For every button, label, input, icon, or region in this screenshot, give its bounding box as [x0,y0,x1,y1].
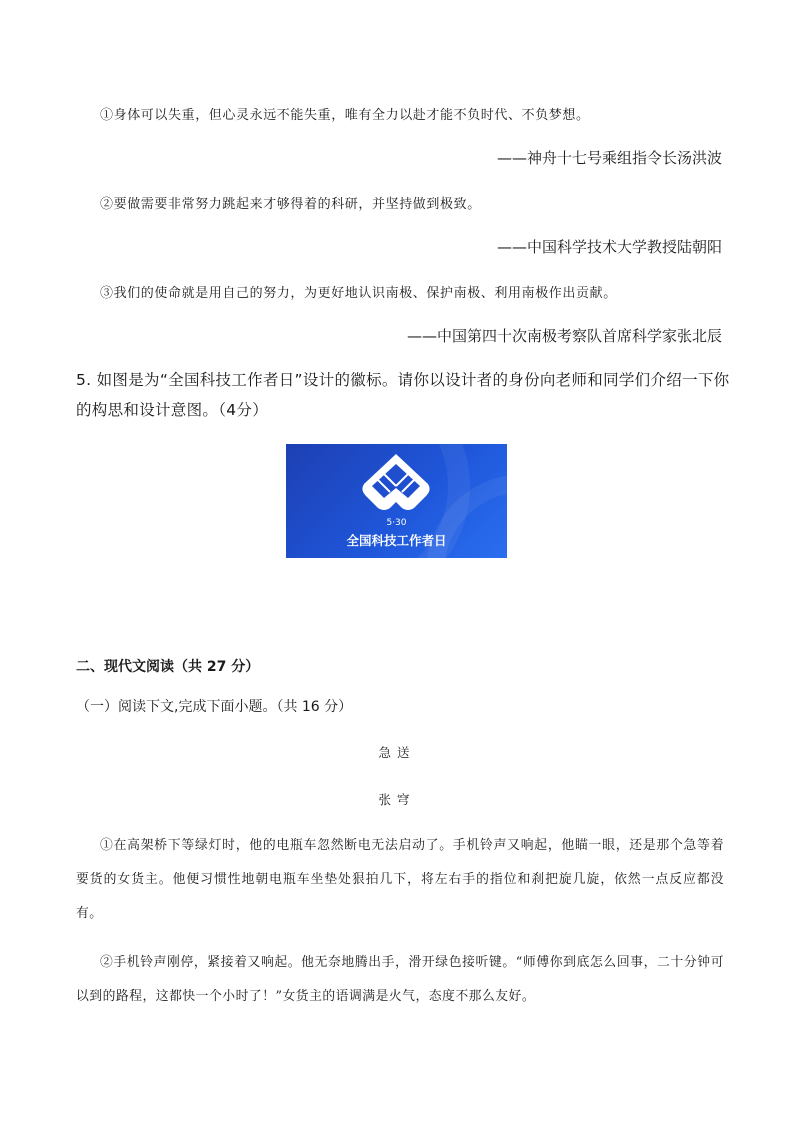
quote-1-attribution: ——神舟十七号乘组指令长汤洪波 [496,149,722,167]
science-workers-day-logo [286,444,507,558]
quote-2: ②要做需要非常努力跳起来才够得着的科研，并坚持做到极致。 [100,197,481,212]
question-5: 5. 如图是为“全国科技工作者日”设计的徽标。请你以设计者的身份向老师和同学们介绍一下你的构思和设计意图。（4分） [76,371,730,419]
subsection-heading: （一）阅读下文,完成下面小题。（共 16 分） [76,699,353,715]
logo-date: 5·30 [386,518,407,528]
story-paragraph-2: ②手机铃声刚停，紧接着又响起。他无奈地腾出手，滑开绿色接听键。“师傅你到底怎么回事，二十分钟可以到的路程，这都快一个小时了！”女货主的语调满是火气，态度不那么友好。 [76,955,724,1004]
hands-emblem-icon [356,450,436,520]
quote-1: ①身体可以失重，但心灵永远不能失重，唯有全力以赴才能不负时代、不负梦想。 [100,108,590,123]
story-paragraph-1: ①在高架桥下等绿灯时，他的电瓶车忽然断电无法启动了。手机铃声又响起，他瞄一眼，还是那个急等着要货的女货主。他便习惯性地朝电瓶车坐垫处狠拍几下，将左右手的指位和刹把旋几旋，依然一点反应都没有。 [76,838,724,921]
quote-2-attribution: ——中国科学技术大学教授陆朝阳 [496,238,722,256]
story-title: 急送 [378,745,416,760]
logo-caption: 全国科技工作者日 [346,533,447,548]
quote-3-attribution: ——中国第四十次南极考察队首席科学家张北辰 [406,327,722,345]
story-author: 张穹 [378,792,416,807]
quote-3: ③我们的使命就是用自己的努力，为更好地认识南极、保护南极、利用南极作出贡献。 [100,286,617,301]
section-heading: 二、现代文阅读（共 27 分） [76,659,260,675]
